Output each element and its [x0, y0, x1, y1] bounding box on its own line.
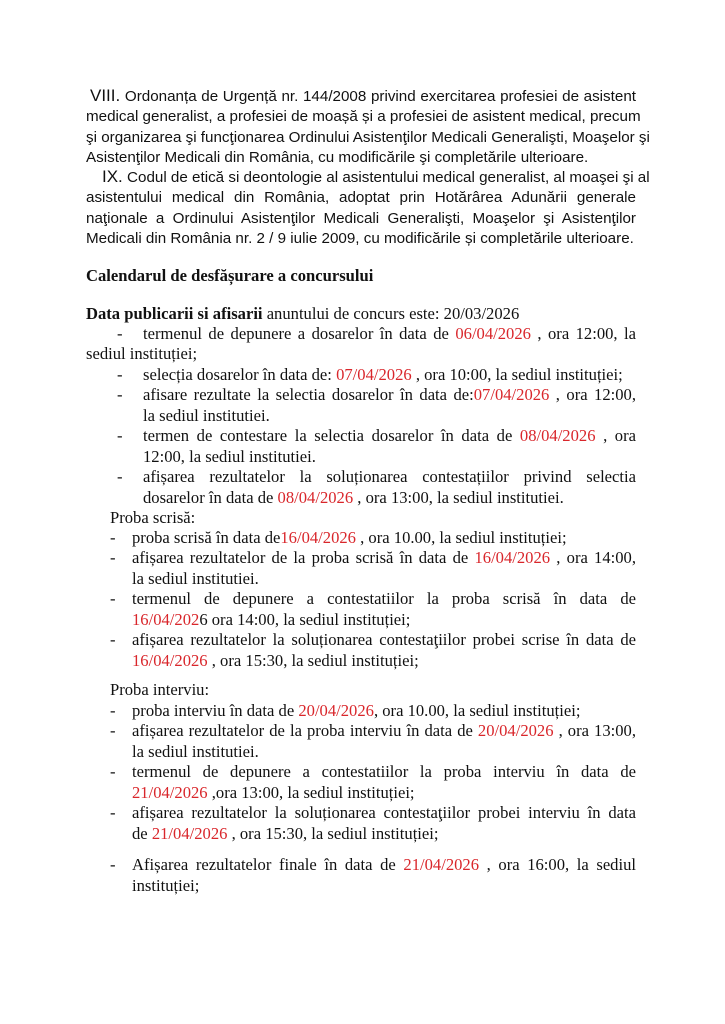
date-value: 07/04/2026	[336, 365, 412, 384]
law-item-ix: IX. Codul de etică si deontologie al asistentului medical generalist, al moaşei şi al asistentului medical din România, adoptat prin Hotărârea Adunării generale naţionale a Ordinului Asistenţilor Medicali Generalişti, Moaşelor şi Asistenţilor Medicali din România nr. 2 / 9 iulie 2009, cu modificările și completările ulterioare.	[86, 167, 650, 247]
date-value: 08/04/2026	[519, 426, 596, 445]
publication-date: Data publicarii si afisarii anuntului de concurs este: 20/03/2026	[86, 304, 520, 323]
date-value: 16/04/2026	[132, 650, 208, 670]
law-numeral: VIII.	[90, 86, 121, 105]
law-numeral: IX.	[102, 167, 123, 186]
date-value: 16/04/2026	[474, 548, 551, 567]
document-page: VIII. Ordonanța de Urgență nr. 144/2008 privind exercitarea profesiei de asistent medical generalist, a profesiei de moașă și a profesiei de asistent medical, precum şi organizarea şi funcţionarea Ordinului Asistenţilor Medicali Generalişti, Moaşelor şi Asistenţilor Medicali din România, cu modificările şi completările ulterioare. IX. Codul de etică si deontologie al asistentului medical generalist, al moaşei şi al asistentului medical din România, adoptat prin Hotărârea Adunării generale naţionale a Ordinului Asistenţilor Medicali Generalişti, Moaşelor şi Asistenţilor Medicali din România nr. 2 / 9 iulie 2009, cu modificările și completările ulterioare. Calendarul de desfășurare a concursului Data publicarii si afisarii anuntului de concurs este: 20/03/2026 - termenul de depunere a dosarelor în data de 06/04/2026 , ora 12:00, la sediul instituției; - selecția dosarelor în data de: 07/04/2026 , ora 10:00, la sediul instituției; - afisare rezultate la selectia dosarelor în data de:07/04/2026 , ora 12:00, la sediul institutiei. - termen de contestare la selectia dosarelor în data de 08/04/2026 , ora 12:00, la sediul institutiei. - afișarea rezultatelor la soluționarea contestațiilor privind selectia dosarelor în data de 08/04/2026 , ora 13:00, la sediul institutiei. Proba scrisă: - proba scrisă în data de16/04/2026 , ora 10.00, la sediul instituției; - afișarea rezultatelor de la proba scrisă în data de 16/04/2026 , ora 14:00, la sediul institutiei. - termenul de depunere a contestatiilor la proba scrisă în data de 16/04/2026 ora 14:00, la sediul instituției; - afișarea rezultatelor la soluționarea contestaţiilor probei scrise în data de 16/04/2026 , ora 15:30, la sediul instituției; Proba interviu: - proba interviu în data de 20/04/2026, ora 10.00, la sediul instituției; - afișarea rezultatelor de la proba interviu în data de 20/04/2026 , ora 13:00, la sediul institutiei. - termenul de depunere a contestatiilor la proba interviu în data de 21/04/2026 ,ora 13:00, la sediul instituției; - afișarea rezultatelor la soluționarea contestaţiilor probei interviu în data de 21/04/2026 , ora 15:30, la sediul instituției; - Afișarea rezultatelor finale în data de 21/04/2026 , ora 16:00, la sediul instituției;	[0, 0, 725, 1024]
section-title-proba-interviu: Proba interviu:	[110, 680, 210, 699]
section-title-proba-scrisa: Proba scrisă:	[110, 508, 196, 527]
date-value: 20/04/2026	[477, 721, 554, 740]
date-value: 21/04/2026	[132, 782, 208, 802]
law-item-viii: VIII. Ordonanța de Urgență nr. 144/2008 privind exercitarea profesiei de asistent medical generalist, a profesiei de moașă și a profesiei de asistent medical, precum şi organizarea şi funcţionarea Ordinului Asistenţilor Medicali Generalişti, Moaşelor şi Asistenţilor Medicali din România, cu modificările şi completările ulterioare.	[86, 86, 650, 166]
date-value: 08/04/2026	[277, 487, 354, 507]
date-value: 21/04/2026	[151, 823, 228, 843]
date-value: 06/04/2026	[455, 324, 531, 343]
date-value: 16/04/2026	[280, 528, 356, 547]
date-value: 20/04/2026	[298, 701, 374, 720]
date-value: 16/04/202	[132, 609, 200, 629]
date-value: 07/04/2026	[473, 385, 550, 404]
date-value: 21/04/2026	[403, 855, 480, 874]
calendar-heading: Calendarul de desfășurare a concursului	[86, 266, 374, 285]
